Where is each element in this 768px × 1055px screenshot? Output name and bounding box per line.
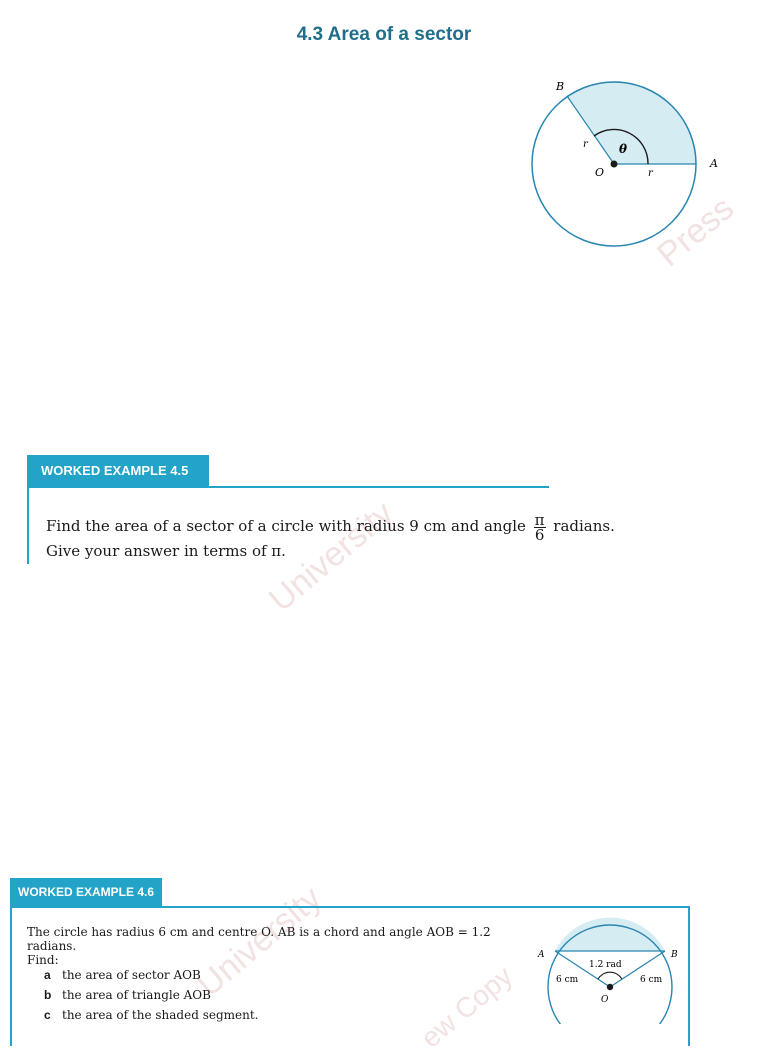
question-line-2: Give your answer in terms of π. — [46, 541, 286, 560]
part-b-label: b — [44, 988, 52, 1002]
part-c — [44, 1008, 258, 1028]
segment-shading — [555, 918, 665, 951]
worked-example-46-parts — [44, 968, 258, 1028]
worked-example-45-question — [46, 511, 615, 566]
label-a: A — [710, 157, 718, 170]
label-b: B — [556, 80, 565, 93]
fraction-numerator: π — [534, 510, 545, 529]
label-right-length: 6 cm — [640, 975, 663, 985]
part-c-text: the area of the shaded segment. — [62, 1008, 259, 1022]
watermark-university-2: University — [190, 879, 329, 1005]
worked-example-45-side-rule — [27, 486, 29, 564]
part-b — [44, 988, 258, 1008]
label-o-2: O — [601, 995, 609, 1005]
label-r-upper: r — [583, 139, 588, 150]
part-b-text: the area of triangle AOB — [62, 988, 211, 1002]
label-r-lower: r — [648, 168, 653, 179]
intro-line-2: Find: — [27, 953, 59, 967]
worked-example-46-intro — [27, 925, 507, 967]
angle-fraction — [534, 510, 546, 544]
section-title: 4.3 Area of a sector — [296, 24, 472, 45]
angle-arc-2 — [598, 972, 622, 979]
fraction-denominator: 6 — [534, 525, 545, 544]
centre-point — [611, 161, 618, 168]
sector-shading — [567, 81, 696, 164]
worked-example-45-rule — [27, 486, 549, 488]
watermark-press: Press — [650, 189, 742, 275]
label-theta: θ — [619, 142, 628, 156]
segment-diagram — [530, 915, 690, 1024]
part-a — [44, 968, 258, 988]
worked-example-45-tab: WORKED EXAMPLE 4.5 — [27, 455, 209, 487]
part-a-text: the area of sector AOB — [62, 968, 201, 982]
watermark-copy: ew Copy — [415, 959, 519, 1054]
label-left-length: 6 cm — [556, 975, 579, 985]
intro-line-1: The circle has radius 6 cm and centre O. AB is a chord and angle AOB = 1.2 radians. — [27, 925, 491, 953]
label-a-2: A — [538, 950, 545, 960]
watermark-university-1: University — [262, 494, 401, 620]
label-b-2: B — [671, 950, 678, 960]
part-a-label: a — [44, 968, 51, 982]
centre-point-2 — [607, 984, 613, 990]
label-o: O — [595, 166, 605, 179]
label-angle-2: 1.2 rad — [589, 960, 622, 970]
question-text-before: Find the area of a sector of a circle with radius 9 cm and angle — [46, 517, 526, 535]
worked-example-46-tab: WORKED EXAMPLE 4.6 — [10, 878, 162, 906]
question-text-after: radians. — [553, 517, 615, 535]
part-c-label: c — [44, 1008, 51, 1022]
